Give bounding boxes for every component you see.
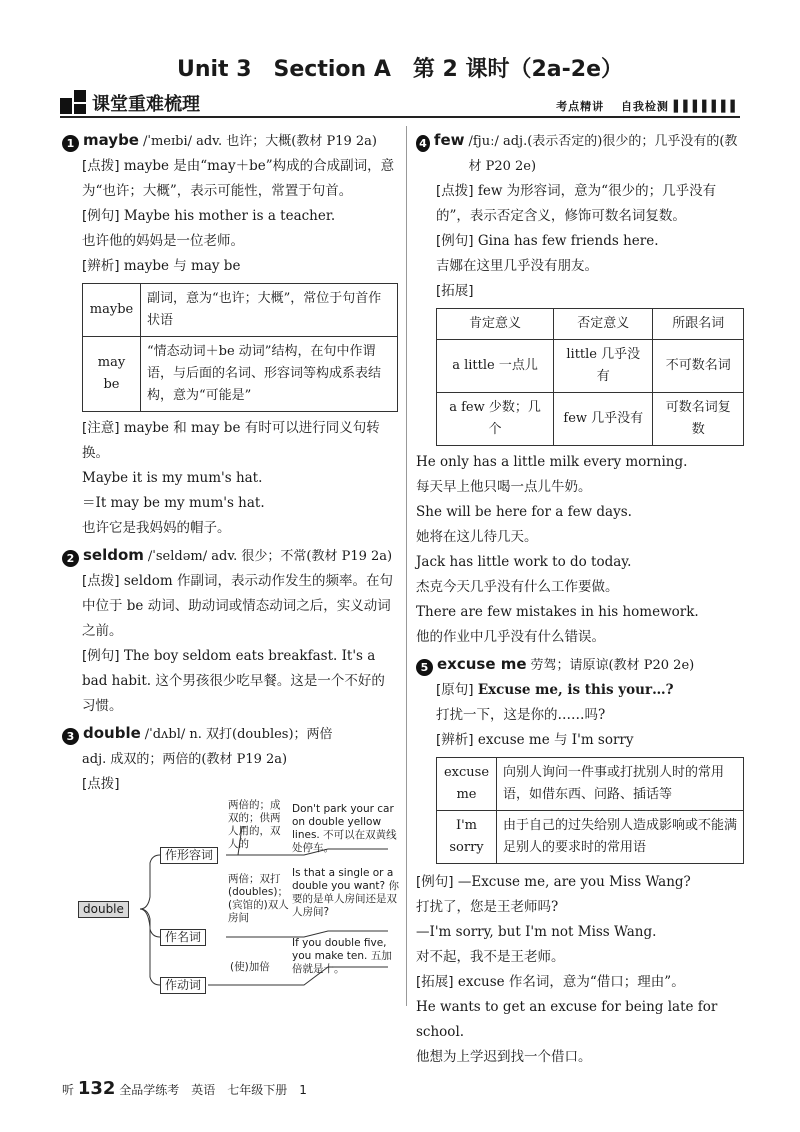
entry-gloss-2: adj. 成双的；两倍的(教材 P19 2a) xyxy=(82,752,288,767)
entry-number: 2 xyxy=(62,550,79,567)
maybe-comparison-table xyxy=(82,283,398,412)
example-line: 对不起，我不是王老师。 xyxy=(416,949,565,965)
table-cell: 可数名词复数 xyxy=(653,393,744,446)
table-cell: may be xyxy=(83,337,141,412)
table-header: 肯定意义 xyxy=(437,309,554,340)
extend-example-en: He wants to get an excuse for being late for school. xyxy=(416,999,718,1040)
example-line: 杰克今天几乎没有什么工作要做。 xyxy=(416,579,619,595)
entry-gloss: 劳驾；请原谅(教材 P20 2e) xyxy=(530,658,695,673)
table-row xyxy=(437,393,744,446)
example-line: 打扰了，您是王老师吗? xyxy=(416,899,559,915)
left-column xyxy=(62,126,398,997)
double-mind-map xyxy=(78,797,398,997)
example-line: 她将在这儿待几天。 xyxy=(416,529,538,545)
map-adj-box: 作形容词 xyxy=(160,847,218,864)
extend-tag: [拓展] xyxy=(436,283,474,299)
few-example-lines xyxy=(416,450,744,650)
example-line: She will be here for a few days. xyxy=(416,504,632,520)
table-cell: little 几乎没有 xyxy=(554,340,653,393)
example-tag: [例句] xyxy=(416,874,454,890)
tag-key-points: 考点精讲 xyxy=(556,100,605,113)
table-cell: 副词，意为“也许；大概”，常位于句首作状语 xyxy=(141,284,398,337)
tip-tag: [点拨] xyxy=(82,158,120,174)
note-text: maybe 和 may be 有时可以进行同义句转换。 xyxy=(82,420,380,461)
tip-text: maybe 是由“may＋be”构成的合成副词，意为“也许；大概”，表示可能性，常置于句首。 xyxy=(82,158,395,199)
table-cell: a little 一点儿 xyxy=(437,340,554,393)
table-cell: a few 少数；几个 xyxy=(437,393,554,446)
entry-word: double xyxy=(83,724,141,742)
entry-gloss: /fjuː/ adj.(表示否定的)很少的；几乎没有的(教材 P20 2e) xyxy=(468,134,738,174)
entry-number: 4 xyxy=(416,135,430,152)
example-tag: [例句] xyxy=(82,648,120,664)
few-little-table xyxy=(436,308,744,446)
map-n-example: Is that a single or a double you want? 你要的是单人房间还是双人房间? xyxy=(292,867,399,918)
right-column xyxy=(416,126,744,1070)
table-header: 否定意义 xyxy=(554,309,653,340)
entry-gloss: /ˈseldəm/ adv. 很少；不常(教材 P19 2a) xyxy=(147,549,393,564)
page-number: 132 xyxy=(77,1078,116,1099)
entry-double-body xyxy=(62,747,398,797)
extend-text: excuse 作名词，意为“借口；理由”。 xyxy=(457,974,685,990)
entry-few-body xyxy=(416,179,744,446)
original-cn: 打扰一下，这是你的……吗? xyxy=(436,707,606,723)
example-line: Jack has little work to do today. xyxy=(416,554,632,570)
table-cell: 不可数名词 xyxy=(653,340,744,393)
entry-number: 1 xyxy=(62,135,79,152)
tip-tag: [点拨] xyxy=(82,776,120,792)
example-line: 每天早上他只喝一点儿牛奶。 xyxy=(416,479,592,495)
example-tag: [例句] xyxy=(436,233,474,249)
page-title: Unit 3 Section A 第 2 课时（2a-2e） xyxy=(176,57,624,82)
extend-tag: [拓展] xyxy=(416,974,454,990)
diff-tag: [辨析] xyxy=(436,732,474,748)
table-row xyxy=(83,337,398,412)
column-divider xyxy=(406,126,407,1006)
diff-text: excuse me 与 I'm sorry xyxy=(477,732,634,748)
section-mark-icon xyxy=(60,90,86,114)
map-v-meaning: (使)加倍 xyxy=(230,961,270,973)
table-header: 所跟名词 xyxy=(653,309,744,340)
footer-prefix: 听 xyxy=(62,1083,75,1097)
map-n-meaning: 两倍；双打(doubles)；(宾馆的)双人房间 xyxy=(228,873,289,924)
example-line: 他的作业中几乎没有什么错误。 xyxy=(416,629,605,645)
table-cell: 向别人询问一件事或打扰别人时的常用语，如借东西、问路、插话等 xyxy=(497,758,744,811)
example-line: There are few mistakes in his homework. xyxy=(416,604,699,620)
footer-book: 全品学练考 英语 七年级下册 1 xyxy=(119,1083,307,1097)
map-v-example: If you double five, you make ten. 五加倍就是十。 xyxy=(292,937,392,975)
table-cell: 由于自己的过失给别人造成影响或不能满足别人的要求时的常用语 xyxy=(497,811,744,864)
example-en: Gina has few friends here. xyxy=(477,233,659,249)
tip-text: seldom 作副词，表示动作发生的频率。在句中位于 be 动词、助动词或情态动词之后，实义动词之前。 xyxy=(82,573,393,639)
entry-double-head xyxy=(62,721,398,747)
table-cell: maybe xyxy=(83,284,141,337)
example-line: —I'm sorry, but I'm not Miss Wang. xyxy=(416,924,657,940)
entry-few-head xyxy=(416,128,744,179)
example-tag: [例句] xyxy=(82,208,120,224)
section-header xyxy=(60,88,740,118)
entry-excuse-me-body xyxy=(416,678,744,864)
table-cell: “情态动词＋be 动词”结构，在句中作谓语，与后面的名词、形容词等构成系表结构，意为“可能是” xyxy=(141,337,398,412)
diff-tag: [辨析] xyxy=(82,258,120,274)
dots-decoration: ▌▌▌▌▌▌▌ xyxy=(673,100,740,113)
example-cn: 吉娜在这里几乎没有朋友。 xyxy=(436,258,598,274)
note-example-cn: 也许它是我妈妈的帽子。 xyxy=(82,520,231,536)
section-tags xyxy=(556,98,740,114)
example-cn: 也许他的妈妈是一位老师。 xyxy=(82,233,244,249)
entry-seldom-head xyxy=(62,543,398,569)
table-cell: I'm sorry xyxy=(437,811,497,864)
note-tag: [注意] xyxy=(82,420,120,436)
table-cell: few 几乎没有 xyxy=(554,393,653,446)
original-tag: [原句] xyxy=(436,682,474,698)
diff-text: maybe 与 may be xyxy=(123,258,241,274)
example-line: He only has a little milk every morning. xyxy=(416,454,688,470)
excuse-examples xyxy=(416,870,744,1070)
example-line: —Excuse me, are you Miss Wang? xyxy=(457,874,691,890)
table-cell: excuse me xyxy=(437,758,497,811)
entry-seldom-body xyxy=(62,569,398,719)
tip-text: few 为形容词，意为“很少的；几乎没有的”，表示否定含义，修饰可数名词复数。 xyxy=(436,183,717,224)
table-row xyxy=(437,340,744,393)
entry-excuse-me-head xyxy=(416,652,744,678)
page-footer xyxy=(62,1078,307,1099)
table-row xyxy=(437,758,744,811)
table-header-row xyxy=(437,309,744,340)
entry-word: few xyxy=(433,131,465,149)
entry-number: 3 xyxy=(62,728,79,745)
entry-gloss: /ˈdʌbl/ n. 双打(doubles)；两倍 xyxy=(144,727,333,742)
entry-word: maybe xyxy=(83,131,139,149)
entry-number: 5 xyxy=(416,659,433,676)
example-en: Maybe his mother is a teacher. xyxy=(123,208,336,224)
excuse-sorry-table xyxy=(436,757,744,864)
note-example-en1: Maybe it is my mum's hat. xyxy=(82,470,263,486)
entry-word: excuse me xyxy=(437,655,527,673)
entry-word: seldom xyxy=(83,546,144,564)
entry-maybe-body xyxy=(62,154,398,541)
original-en: Excuse me, is this your…? xyxy=(477,682,674,698)
map-adj-example: Don't park your car on double yellow lines. 不可以在双黄线处停车。 xyxy=(292,803,397,854)
extend-example-cn: 他想为上学迟到找一个借口。 xyxy=(416,1049,592,1065)
entry-maybe-head xyxy=(62,128,398,154)
table-row xyxy=(437,811,744,864)
example-text: The boy seldom eats breakfast. It's a bad habit. 这个男孩很少吃早餐。这是一个不好的习惯。 xyxy=(82,648,385,714)
entry-gloss: /ˈmeɪbi/ adv. 也许；大概(教材 P19 2a) xyxy=(142,134,377,149)
table-row xyxy=(83,284,398,337)
map-n-box: 作名词 xyxy=(160,929,206,946)
tip-tag: [点拨] xyxy=(436,183,474,199)
map-v-box: 作动词 xyxy=(160,977,206,994)
map-root: double xyxy=(78,901,129,918)
section-heading: 课堂重难梳理 xyxy=(92,94,200,115)
note-example-en2: ＝It may be my mum's hat. xyxy=(82,495,265,511)
map-adj-meaning: 两倍的；成双的；供两人用的，双人的 xyxy=(228,799,281,850)
tag-self-check: 自我检测 xyxy=(620,100,669,113)
tip-tag: [点拨] xyxy=(82,573,120,589)
